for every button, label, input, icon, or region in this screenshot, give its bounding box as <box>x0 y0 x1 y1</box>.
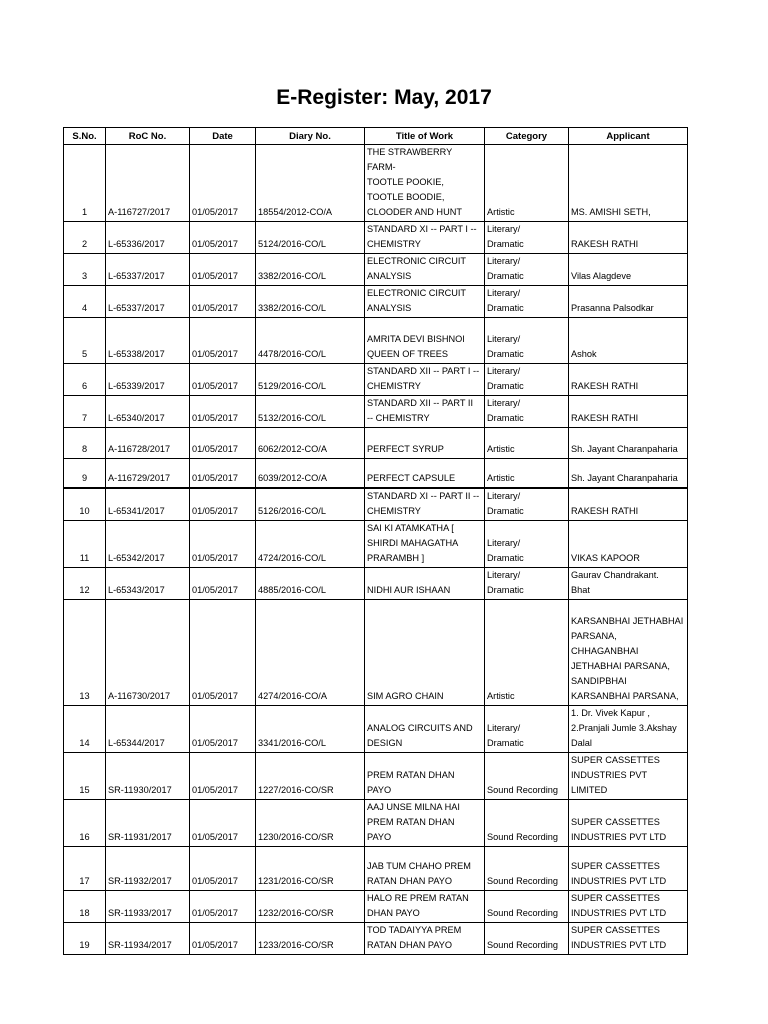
cell-sno: 8 <box>64 428 106 459</box>
cell-sno: 7 <box>64 396 106 428</box>
cell-diary-no: 3382/2016-CO/L <box>256 254 365 286</box>
table-row <box>64 706 688 753</box>
cell-applicant: Prasanna Palsodkar <box>569 286 688 318</box>
cell-title-of-work: ELECTRONIC CIRCUIT ANALYSIS <box>365 254 485 286</box>
cell-roc-no: SR-11933/2017 <box>106 891 190 923</box>
table-row <box>64 286 688 318</box>
cell-applicant: SUPER CASSETTES INDUSTRIES PVT LTD <box>569 800 688 847</box>
cell-roc-no: L-65344/2017 <box>106 706 190 753</box>
cell-roc-no: SR-11931/2017 <box>106 800 190 847</box>
cell-diary-no: 5132/2016-CO/L <box>256 396 365 428</box>
cell-category: Literary/ Dramatic <box>485 318 569 364</box>
cell-diary-no: 5129/2016-CO/L <box>256 364 365 396</box>
cell-applicant: Ashok <box>569 318 688 364</box>
cell-diary-no: 3382/2016-CO/L <box>256 286 365 318</box>
cell-roc-no: A-116728/2017 <box>106 428 190 459</box>
cell-sno: 19 <box>64 923 106 955</box>
table-row <box>64 891 688 923</box>
cell-applicant: SUPER CASSETTES INDUSTRIES PVT LTD <box>569 923 688 955</box>
cell-date: 01/05/2017 <box>190 488 256 521</box>
cell-date: 01/05/2017 <box>190 568 256 600</box>
cell-category: Literary/ Dramatic <box>485 568 569 600</box>
header-sno: S.No. <box>64 128 106 145</box>
cell-diary-no: 4478/2016-CO/L <box>256 318 365 364</box>
table-row <box>64 428 688 459</box>
cell-date: 01/05/2017 <box>190 364 256 396</box>
header-title-of-work: Title of Work <box>365 128 485 145</box>
table-row <box>64 923 688 955</box>
cell-diary-no: 1231/2016-CO/SR <box>256 847 365 891</box>
cell-title-of-work: THE STRAWBERRY FARM- TOOTLE POOKIE, TOOTLE BOODIE, CLOODER AND HUNT <box>365 145 485 222</box>
cell-applicant: SUPER CASSETTES INDUSTRIES PVT LTD <box>569 847 688 891</box>
cell-applicant: Sh. Jayant Charanpaharia <box>569 459 688 489</box>
cell-diary-no: 4274/2016-CO/A <box>256 600 365 706</box>
cell-sno: 16 <box>64 800 106 847</box>
cell-sno: 11 <box>64 521 106 568</box>
cell-date: 01/05/2017 <box>190 254 256 286</box>
cell-diary-no: 1233/2016-CO/SR <box>256 923 365 955</box>
cell-category: Literary/ Dramatic <box>485 396 569 428</box>
cell-applicant: KARSANBHAI JETHABHAI PARSANA, CHHAGANBHAI JETHABHAI PARSANA, SANDIPBHAI KARSANBHAI PARSANA, <box>569 600 688 706</box>
cell-date: 01/05/2017 <box>190 286 256 318</box>
cell-category: Sound Recording <box>485 891 569 923</box>
cell-applicant: 1. Dr. Vivek Kapur , 2.Pranjali Jumle 3.Akshay Dalal <box>569 706 688 753</box>
cell-sno: 12 <box>64 568 106 600</box>
cell-date: 01/05/2017 <box>190 753 256 800</box>
cell-sno: 5 <box>64 318 106 364</box>
cell-diary-no: 1230/2016-CO/SR <box>256 800 365 847</box>
cell-category: Artistic <box>485 428 569 459</box>
register-body <box>64 145 688 955</box>
cell-applicant: SUPER CASSETTES INDUSTRIES PVT LIMITED <box>569 753 688 800</box>
cell-diary-no: 1232/2016-CO/SR <box>256 891 365 923</box>
cell-diary-no: 18554/2012-CO/A <box>256 145 365 222</box>
cell-sno: 13 <box>64 600 106 706</box>
cell-title-of-work: PERFECT CAPSULE <box>365 459 485 489</box>
cell-roc-no: SR-11932/2017 <box>106 847 190 891</box>
cell-title-of-work: SIM AGRO CHAIN <box>365 600 485 706</box>
cell-date: 01/05/2017 <box>190 521 256 568</box>
header-applicant: Applicant <box>569 128 688 145</box>
cell-sno: 14 <box>64 706 106 753</box>
cell-roc-no: A-116730/2017 <box>106 600 190 706</box>
table-row <box>64 568 688 600</box>
cell-category: Literary/ Dramatic <box>485 364 569 396</box>
cell-applicant: Sh. Jayant Charanpaharia <box>569 428 688 459</box>
table-row <box>64 521 688 568</box>
cell-sno: 3 <box>64 254 106 286</box>
cell-applicant: RAKESH RATHI <box>569 396 688 428</box>
table-row <box>64 145 688 222</box>
table-row <box>64 488 688 521</box>
cell-date: 01/05/2017 <box>190 800 256 847</box>
cell-category: Artistic <box>485 600 569 706</box>
cell-applicant: RAKESH RATHI <box>569 222 688 254</box>
cell-category: Artistic <box>485 145 569 222</box>
cell-title-of-work: ELECTRONIC CIRCUIT ANALYSIS <box>365 286 485 318</box>
cell-title-of-work: TOD TADAIYYA PREM RATAN DHAN PAYO <box>365 923 485 955</box>
cell-title-of-work: STANDARD XI -- PART II -- CHEMISTRY <box>365 488 485 521</box>
cell-roc-no: A-116729/2017 <box>106 459 190 489</box>
cell-category: Literary/ Dramatic <box>485 222 569 254</box>
cell-category: Literary/ Dramatic <box>485 706 569 753</box>
cell-sno: 10 <box>64 488 106 521</box>
cell-title-of-work: STANDARD XI -- PART I -- CHEMISTRY <box>365 222 485 254</box>
header-diary-no: Diary No. <box>256 128 365 145</box>
table-row <box>64 847 688 891</box>
cell-category: Artistic <box>485 459 569 489</box>
page-title: E-Register: May, 2017 <box>276 86 492 109</box>
cell-diary-no: 4724/2016-CO/L <box>256 521 365 568</box>
cell-date: 01/05/2017 <box>190 459 256 489</box>
cell-roc-no: L-65337/2017 <box>106 286 190 318</box>
cell-date: 01/05/2017 <box>190 145 256 222</box>
cell-applicant: RAKESH RATHI <box>569 364 688 396</box>
cell-roc-no: L-65340/2017 <box>106 396 190 428</box>
cell-diary-no: 4885/2016-CO/L <box>256 568 365 600</box>
cell-category: Sound Recording <box>485 847 569 891</box>
cell-title-of-work: JAB TUM CHAHO PREM RATAN DHAN PAYO <box>365 847 485 891</box>
cell-title-of-work: HALO RE PREM RATAN DHAN PAYO <box>365 891 485 923</box>
cell-date: 01/05/2017 <box>190 923 256 955</box>
header-date: Date <box>190 128 256 145</box>
cell-title-of-work: STANDARD XII -- PART I -- CHEMISTRY <box>365 364 485 396</box>
cell-roc-no: L-65341/2017 <box>106 488 190 521</box>
cell-category: Literary/ Dramatic <box>485 488 569 521</box>
cell-applicant: Vilas Alagdeve <box>569 254 688 286</box>
cell-diary-no: 6039/2012-CO/A <box>256 459 365 489</box>
header-category: Category <box>485 128 569 145</box>
cell-title-of-work: SAI KI ATAMKATHA [ SHIRDI MAHAGATHA PRARAMBH ] <box>365 521 485 568</box>
cell-category: Sound Recording <box>485 800 569 847</box>
table-row <box>64 222 688 254</box>
cell-diary-no: 3341/2016-CO/L <box>256 706 365 753</box>
cell-roc-no: L-65337/2017 <box>106 254 190 286</box>
cell-date: 01/05/2017 <box>190 428 256 459</box>
cell-roc-no: A-116727/2017 <box>106 145 190 222</box>
table-row <box>64 800 688 847</box>
cell-diary-no: 5124/2016-CO/L <box>256 222 365 254</box>
table-row <box>64 396 688 428</box>
table-row <box>64 600 688 706</box>
cell-sno: 1 <box>64 145 106 222</box>
table-row <box>64 318 688 364</box>
cell-sno: 17 <box>64 847 106 891</box>
cell-title-of-work: STANDARD XII -- PART II -- CHEMISTRY <box>365 396 485 428</box>
cell-date: 01/05/2017 <box>190 706 256 753</box>
cell-category: Literary/ Dramatic <box>485 254 569 286</box>
cell-sno: 6 <box>64 364 106 396</box>
cell-sno: 9 <box>64 459 106 489</box>
table-row <box>64 459 688 489</box>
cell-roc-no: L-65342/2017 <box>106 521 190 568</box>
cell-roc-no: L-65336/2017 <box>106 222 190 254</box>
cell-category: Literary/ Dramatic <box>485 286 569 318</box>
header-row <box>64 128 688 145</box>
cell-roc-no: L-65339/2017 <box>106 364 190 396</box>
cell-diary-no: 1227/2016-CO/SR <box>256 753 365 800</box>
cell-category: Sound Recording <box>485 923 569 955</box>
cell-title-of-work: AMRITA DEVI BISHNOI QUEEN OF TREES <box>365 318 485 364</box>
cell-title-of-work: PERFECT SYRUP <box>365 428 485 459</box>
cell-title-of-work: ANALOG CIRCUITS AND DESIGN <box>365 706 485 753</box>
cell-diary-no: 6062/2012-CO/A <box>256 428 365 459</box>
cell-applicant: MS. AMISHI SETH, <box>569 145 688 222</box>
cell-title-of-work: PREM RATAN DHAN PAYO <box>365 753 485 800</box>
cell-diary-no: 5126/2016-CO/L <box>256 488 365 521</box>
table-row <box>64 364 688 396</box>
cell-date: 01/05/2017 <box>190 847 256 891</box>
cell-sno: 15 <box>64 753 106 800</box>
cell-applicant: VIKAS KAPOOR <box>569 521 688 568</box>
cell-applicant: SUPER CASSETTES INDUSTRIES PVT LTD <box>569 891 688 923</box>
cell-date: 01/05/2017 <box>190 891 256 923</box>
cell-date: 01/05/2017 <box>190 396 256 428</box>
table-row <box>64 254 688 286</box>
header-roc-no: RoC No. <box>106 128 190 145</box>
cell-category: Literary/ Dramatic <box>485 521 569 568</box>
cell-title-of-work: AAJ UNSE MILNA HAI PREM RATAN DHAN PAYO <box>365 800 485 847</box>
cell-date: 01/05/2017 <box>190 222 256 254</box>
table-row <box>64 753 688 800</box>
cell-applicant: RAKESH RATHI <box>569 488 688 521</box>
cell-roc-no: L-65338/2017 <box>106 318 190 364</box>
cell-sno: 18 <box>64 891 106 923</box>
cell-title-of-work: NIDHI AUR ISHAAN <box>365 568 485 600</box>
cell-sno: 4 <box>64 286 106 318</box>
cell-roc-no: SR-11930/2017 <box>106 753 190 800</box>
cell-roc-no: L-65343/2017 <box>106 568 190 600</box>
register-table <box>63 127 688 955</box>
cell-sno: 2 <box>64 222 106 254</box>
cell-date: 01/05/2017 <box>190 600 256 706</box>
cell-applicant: Gaurav Chandrakant. Bhat <box>569 568 688 600</box>
cell-category: Sound Recording <box>485 753 569 800</box>
cell-date: 01/05/2017 <box>190 318 256 364</box>
cell-roc-no: SR-11934/2017 <box>106 923 190 955</box>
